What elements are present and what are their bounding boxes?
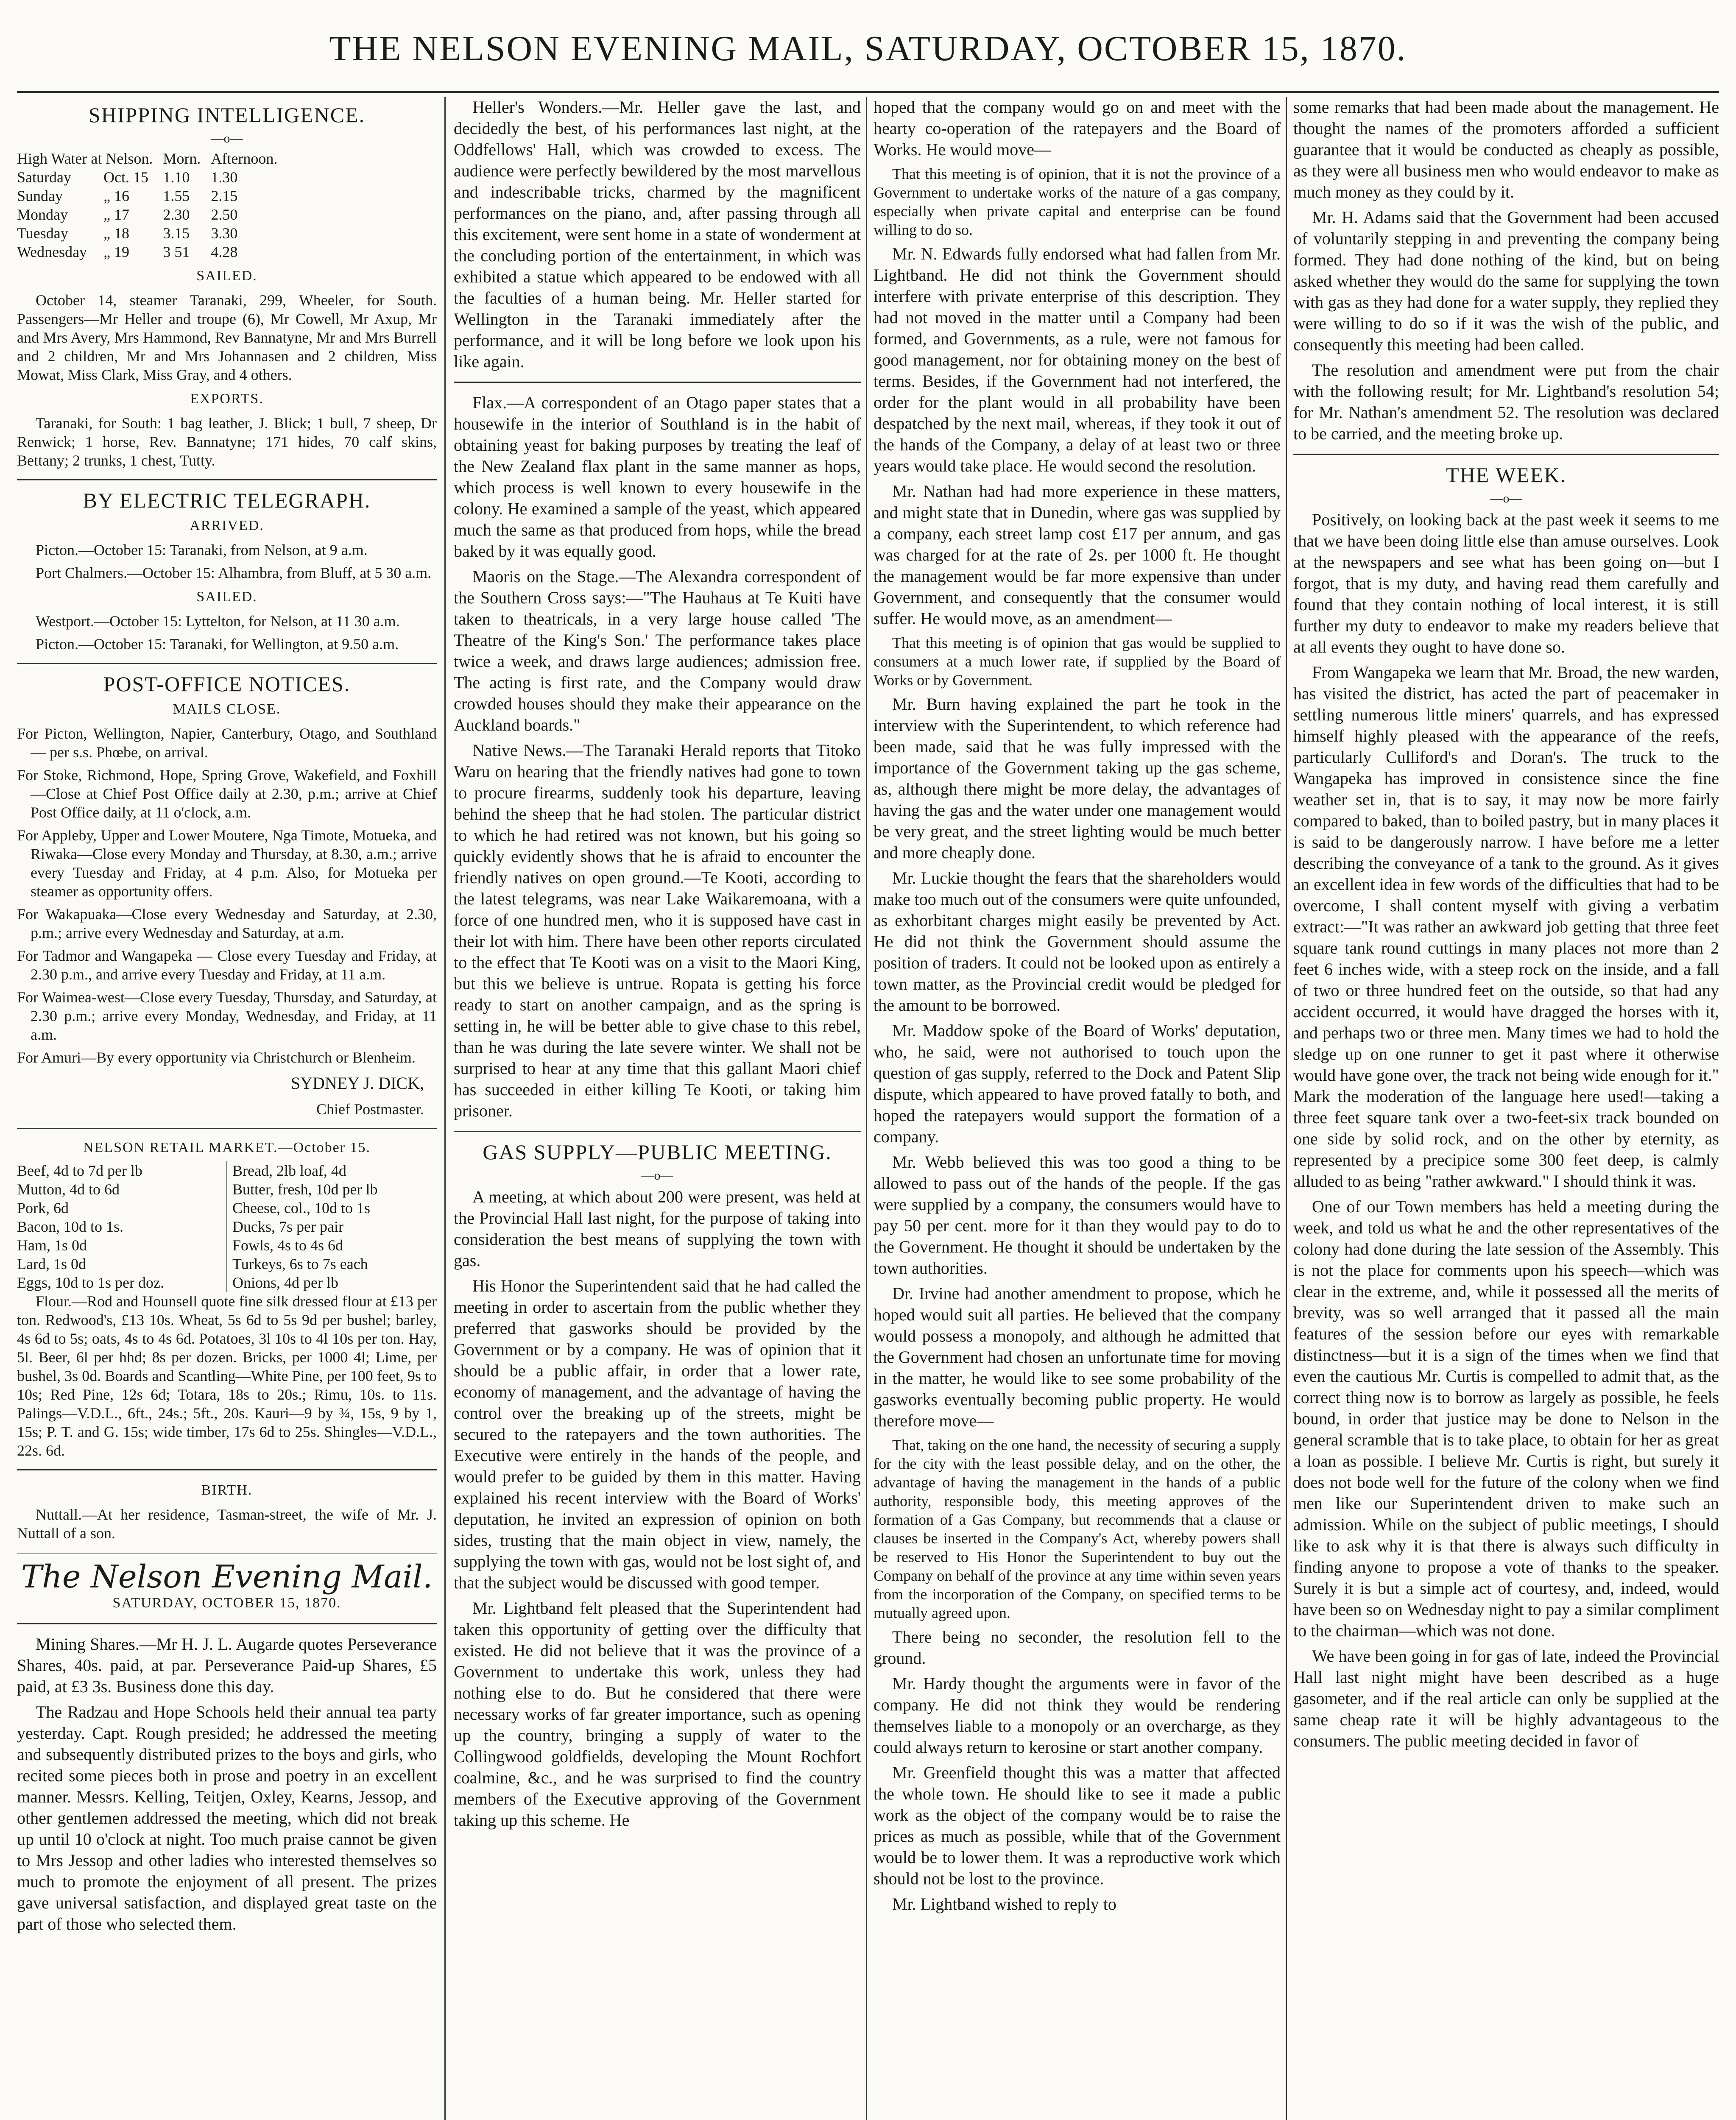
market-row <box>17 1273 437 1292</box>
mail-notice: For Appleby, Upper and Lower Moutere, Nga Timote, Motueka, and Riwaka—Close every Monday and Thursday, at 8.30, a.m.; arrive every Tuesday and Friday, at 4 p.m. Also, for Motueka per steamer as opportunity offers. <box>17 827 437 900</box>
gas-paragraph: A meeting, at which about 200 were present, was held at the Provincial Hall last night, for the purpose of taking into consideration the best means of supplying the town with gas. <box>454 1187 861 1270</box>
market-row <box>17 1180 437 1199</box>
market-item: Onions, 4d per lb <box>227 1273 437 1292</box>
gas-paragraph: Mr. Hardy thought the arguments were in favor of the company. He did not think they would be rendering themselves liable to a monopoly or an overcharge, as they could always return to kerosine or start another company. <box>874 1674 1281 1757</box>
market-row <box>17 1161 437 1180</box>
ornament: —o— <box>211 131 243 145</box>
tide-date: „ 18 <box>103 225 130 242</box>
tide-day: Monday <box>17 206 68 223</box>
birth-heading: BIRTH. <box>201 1482 253 1498</box>
market-item: Butter, fresh, 10d per lb <box>227 1180 437 1199</box>
arrived-subhead: ARRIVED. <box>190 518 264 533</box>
tide-morn: 3 51 <box>163 243 190 260</box>
market-item: Ducks, 7s per pair <box>227 1217 437 1236</box>
motion-text: That, taking on the one hand, the necessity of securing a supply for the city with the least possible delay, and on the other, the advantage of having the management in the hands of a public authority, responsible body, this meeting approves of the formation of a Gas Company, but recommends that a clause or clauses be inserted in the Company's Act, whereby powers shall be reserved to His Honor the Superintendent to buy out the Company on behalf of the province at any time within seven years from the incorporation of the Company, on specified terms to be mutually agreed upon. <box>874 1437 1281 1621</box>
section-rule <box>1293 454 1719 455</box>
sailed-subhead: SAILED. <box>196 589 257 605</box>
tide-date: „ 19 <box>103 243 130 260</box>
tide-morn: 1.55 <box>163 187 190 204</box>
sailed-text: October 14, steamer Taranaki, 299, Wheeler, for South. Passengers—Mr Heller and troupe (6), Mr Cowell, Mr Axup, Mr and Mrs Avery, Mrs Hammond, Rev Bannatyne, Mr and Mrs Burrell and 2 children, Mr and Mrs Johannasen and 2 children, Miss Mowat, Miss Clark, Miss Gray, and 4 others. <box>17 292 437 383</box>
tide-morn: 2.30 <box>163 206 190 223</box>
gas-paragraph: Mr. H. Adams said that the Government had been accused of voluntarily stepping in and preventing the company being formed. They had done nothing of the kind, but on being asked whether they would do the same for supplying the town with gas as they had done for a water supply, they replied they were willing to do so if it was the wish of the public, and consequently this meeting had been called. <box>1293 208 1719 354</box>
section-rule <box>454 1131 861 1132</box>
tide-table-header <box>17 149 287 168</box>
mail-notice: For Tadmor and Wangapeka — Close every Tuesday and Friday, at 2.30 p.m., and arrive every Tuesday and Friday, at 11 a.m. <box>17 947 437 983</box>
arrived-item: Port Chalmers.—October 15: Alhambra, from Bluff, at 5 30 a.m. <box>36 564 432 581</box>
column-3 <box>874 97 1281 2120</box>
exports-subhead: EXPORTS. <box>190 391 264 407</box>
gas-paragraph: The resolution and amendment were put from the chair with the following result; for Mr. Lightband's resolution 54; for Mr. Nathan's amendment 52. The resolution was declared to be carried, and the meeting broke up. <box>1293 360 1719 443</box>
sailed-item: Westport.—October 15: Lyttelton, for Nelson, at 11 30 a.m. <box>36 613 400 630</box>
column-4 <box>1293 97 1719 2120</box>
market-item: Lard, 1s 0d <box>17 1255 86 1272</box>
section-rule <box>17 1128 437 1129</box>
section-rule <box>17 479 437 480</box>
column-1 <box>17 97 437 2120</box>
hellers-wonders-item: Heller's Wonders.—Mr. Heller gave the last, and decidedly the best, of his performances last night, at the Oddfellows' Hall, which was crowded to excess. The audience were perfectly bewildered by the most marvellous and indescribable tricks, charmed by the magnificent performances on the piano, and, after passing through all this excitement, were sent home in a state of wonderment at the concluding portion of the entertainment, in which was exhibited a statue which appeared to be endowed with all the faculties of a human being. Mr. Heller started for Wellington in the Taranaki immediately after the performance, and it will be long before we look upon his like again. <box>454 98 861 371</box>
market-item: Mutton, 4d to 6d <box>17 1181 120 1198</box>
market-item: Pork, 6d <box>17 1199 69 1216</box>
tide-row <box>17 224 287 243</box>
tide-afternoon: 3.30 <box>211 225 238 242</box>
tide-date: „ 16 <box>103 187 130 204</box>
tide-afternoon: 2.50 <box>211 206 238 223</box>
week-paragraph: From Wangapeka we learn that Mr. Broad, the new warden, has visited the district, has acted the part of peacemaker in settling numerous little miners' quarrels, and has expressed himself highly pleased with the appearance of the reefs, particularly Culliford's and Doran's. The truck to the Wangapeka has improved in consistence since the fine weather set in, that is to say, it may now be more fairly compared to baked, than to boiled pastry, but in many places it is said to be dangerously narrow. I have before me a letter describing the conveyance of a tank to the ground. As it gives an excellent idea in few words of the difficulties that had to be overcome, I shall content myself with giving a verbatim extract:—"It was rather an awkward job getting that three feet square tank round cuttings in many places not more than 2 feet 6 inches wide, with a steep rock on the inside, and a fall of two or three hundred feet on the outside, so that had any accident occurred, it would have dragged the horses with it, and perhaps two or three men. Many times we had to hold the sledge up on one runner to get it past where it otherwise would have gone over, the track not being wide enough for it." Mark the moderation of the language here used!—taking a three feet square tank over a two-feet-six track bounded on one side by solid rock, and on the other by eternity, as represented by a precipice some 300 feet deep, is calmly alluded to as being "rather awkward." I should think it was. <box>1293 663 1719 1191</box>
market-item: Beef, 4d to 7d per lb <box>17 1162 142 1179</box>
schools-item: The Radzau and Hope Schools held their annual tea party yesterday. Capt. Rough presided; he addressed the meeting and subsequently distributed prizes to the boys and girls, who recited some pieces both in prose and poetry in an excellent manner. Messrs. Kelling, Teitjen, Oxley, Kearns, Jessop, and other gentlemen addressed the meeting, which did not break up until 10 o'clock at night. Too much praise cannot be given to Mrs Jessop and other ladies who interested themselves so much to promote the enjoyment of all present. The prizes gave universal satisfaction, and displayed great taste on the part of those who selected them. <box>17 1702 437 1933</box>
tide-date: Oct. 15 <box>103 169 149 186</box>
market-item: Bread, 2lb loaf, 4d <box>227 1161 437 1180</box>
native-news-item: Native News.—The Taranaki Herald reports that Titoko Waru on hearing that the friendly natives had gone to town to procure firearms, suddenly took his departure, leaving behind the sheep that he had stolen. The particular district to which he had retired was not known, but his going so quickly evidently shows that he is afraid to encounter the friendly natives on open ground.—Te Kooti, according to the latest telegrams, was near Lake Waikaremoana, with a force of one hundred men, who it is supposed have cast in their lot with him. There have been other reports circulated to the effect that Te Kooti was on a visit to the Maori King, but this we believe is untrue. Ropata is getting his force ready to start on another campaign, and as the spring is setting in, he will be better able to give chase to this rebel, than he was during the late severe winter. We shall not be surprised to hear at any time that this gallant Maori chief has succeeded in either killing Te Kooti, or taking him prisoner. <box>454 741 861 1120</box>
section-rule <box>17 1623 437 1624</box>
tide-afternoon: 2.15 <box>211 187 238 204</box>
tide-row <box>17 187 287 205</box>
tide-day: Wednesday <box>17 243 87 260</box>
signature-name: SYDNEY J. DICK, <box>290 1074 424 1093</box>
the-week-heading: THE WEEK. <box>1446 463 1566 487</box>
tide-afternoon: 4.28 <box>211 243 238 260</box>
masthead-rule <box>17 91 1719 93</box>
market-item: Ham, 1s 0d <box>17 1237 87 1254</box>
mail-notice: For Picton, Wellington, Napier, Canterbury, Otago, and Southland — per s.s. Phœbe, on arrival. <box>17 725 437 761</box>
market-item: Cheese, col., 10d to 1s <box>227 1199 437 1217</box>
week-paragraph: Positively, on looking back at the past week it seems to me that we have been doing little else than amuse ourselves. Look at the newspapers and see what has been going on—but I forgot, that is my duty, and having read them carefully and found that they contain nothing of local interest, it is still further my duty to endeavor to make my readers believe that at all events they ought to have done so. <box>1293 510 1719 656</box>
telegraph-heading: BY ELECTRIC TELEGRAPH. <box>83 488 371 512</box>
column-rule <box>444 97 446 2120</box>
section-rule <box>17 1554 437 1555</box>
market-heading: NELSON RETAIL MARKET.—October 15. <box>83 1140 371 1155</box>
signature-title: Chief Postmaster. <box>316 1101 424 1118</box>
mails-close-subhead: MAILS CLOSE. <box>173 701 281 717</box>
masthead: THE NELSON EVENING MAIL, SATURDAY, OCTOBER 15, 1870. <box>329 29 1407 68</box>
paper-date: SATURDAY, OCTOBER 15, 1870. <box>112 1595 341 1611</box>
motion-text: That this meeting is of opinion that gas would be supplied to consumers at a much lower rate, if supplied by the Board of Works or by Government. <box>874 634 1281 689</box>
tide-day: Saturday <box>17 169 71 186</box>
market-row <box>17 1199 437 1217</box>
arrived-item: Picton.—October 15: Taranaki, from Nelson, at 9 a.m. <box>36 541 368 558</box>
market-item: Turkeys, 6s to 7s each <box>227 1255 437 1273</box>
column-rule <box>866 97 867 2120</box>
ornament: —o— <box>1490 491 1522 505</box>
market-table <box>17 1161 437 1292</box>
gas-paragraph: Mr. Maddow spoke of the Board of Works' deputation, who, he said, were not authorised to touch upon the question of gas supply, referred to the Dock and Patent Slip dispute, which appeared to have proved fatally to both, and hoped the ratepayers would support the formation of a company. <box>874 1021 1281 1146</box>
week-paragraph: We have been going in for gas of late, indeed the Provincial Hall last night might have been described as a huge gasometer, and if the real article can only be supplied at the same cheap rate it will be highly advantageous to the consumers. The public meeting decided in favor of <box>1293 1646 1719 1750</box>
week-paragraph: One of our Town members has held a meeting during the week, and told us what he and the other representatives of the colony had done during the late session of the Assembly. This is not the place for comments upon his speech—which was clear in the extreme, and, while it possessed all the merits of brevity, was so well arranged that it passed all the main features of the session before our eyes with remarkable distinctness—but it is a sign of the times when we find that even the cautious Mr. Curtis is compelled to admit that, as the correct thing now is to borrow as largely as possible, he feels bound, in order that justice may be done to Nelson in the general scramble that is to take place, to obtain for her as great a loan as possible. I believe Mr. Curtis is right, but surely it does not bode well for the future of the colony when we find men like our Superintendent driven to make such an admission. While on the subject of public meetings, I should like to ask why it is that there is always such difficulty in finding anyone to propose a vote of thanks to the speaker. Surely it is but a simple act of courtesy, and, indeed, would have been so on Wednesday night to pay a similar compliment to the chairman—which was not done. <box>1293 1197 1719 1640</box>
paper-title: The Nelson Evening Mail. <box>21 1559 433 1595</box>
gas-paragraph: Mr. Luckie thought the fears that the shareholders would make too much out of the consumers were quite unfounded, as exhorbitant charges might easily be prevented by Act. He did not think the Government should assume the position of traders. It could not be looked upon as entirely a town matter, as the Provincial credit would be pledged for the amount to be borrowed. <box>874 868 1281 1015</box>
motion-text: That this meeting is of opinion, that it is not the province of a Government to undertake works of the nature of a gas company, especially when private capital and enterprise can be found willing to do so. <box>874 165 1281 238</box>
section-rule <box>454 382 861 383</box>
tide-morn: 3.15 <box>163 225 190 242</box>
gas-paragraph: His Honor the Superintendent said that he had called the meeting in order to ascertain from the public whether they preferred that gasworks should be provided by the Government or by a company. He was of opinion that it should be a public affair, in order that a lower rate, economy of management, and the advantage of having the control over the breaking up of the streets, might be secured to the ratepayers and the town authorities. The Executive were entirely in the hands of the people, and would prefer to be guided by them in this matter. Having explained his recent interview with the Board of Works' deputation, he invited an expression of opinion on both sides, trusting that the main object in view, namely, the supplying the town with gas, would not be lost sight of, and that the subject would be discussed with good temper. <box>454 1276 861 1592</box>
tide-row <box>17 205 287 224</box>
sailed-subhead: SAILED. <box>196 268 257 284</box>
shipping-heading: SHIPPING INTELLIGENCE. <box>88 103 366 127</box>
tide-date: „ 17 <box>103 206 130 223</box>
maoris-stage-item: Maoris on the Stage.—The Alexandra correspondent of the Southern Cross says:—"The Hauhaus at Te Kuiti have taken to theatricals, in a very large house called 'The Theatre of the King's Son.' The performance takes place twice a week, and draws large audiences; admission free. The acting is first rate, and the Company would draw crowded houses should they make their appearance on the Auckland boards." <box>454 567 861 734</box>
tide-day: Tuesday <box>17 225 68 242</box>
tide-day: Sunday <box>17 187 63 204</box>
tide-row <box>17 168 287 187</box>
gas-paragraph: Mr. N. Edwards fully endorsed what had fallen from Mr. Lightband. He did not think the Government should interfere with private enterprise of this description. They had not moved in the matter until a Company had been formed, and Governments, as a rule, were not famous for good management, nor for obtaining money on the best of terms. Besides, if the Government had not interfered, the order for the plant would in all probability have been despatched by the next mail, whereas, if they took it out of the hands of the Company, a delay of at least two or three years would take place. He would second the resolution. <box>874 244 1281 475</box>
flax-item: Flax.—A correspondent of an Otago paper states that a housewife in the interior of Southland is in the habit of obtaining yeast for baking purposes by treating the leaf of the New Zealand flax plant in the same manner as hops, which process is well known to every housewife in the colony. He examined a sample of the yeast, which appeared much the same as that produced from hops, while the bread baked by it was equally good. <box>454 393 861 561</box>
post-office-heading: POST-OFFICE NOTICES. <box>103 672 351 696</box>
market-row <box>17 1236 437 1255</box>
ornament: —o— <box>641 1169 673 1183</box>
tide-header-afternoon: Afternoon. <box>211 150 278 167</box>
gas-paragraph: some remarks that had been made about the management. He thought the names of the promoters afforded a sufficient guarantee that it would be conducted as cheaply as possible, as they were all business men who would endeavor to make as much money as they could by it. <box>1293 98 1719 201</box>
gas-paragraph: Mr. Greenfield thought this was a matter that affected the whole town. He should like to see it made a public work as the object of the company would be to raise the prices as much as possible, while that of the Government would be to lower them. It was a reproductive work which should not be lost to the province. <box>874 1763 1281 1888</box>
mail-notice: For Waimea-west—Close every Tuesday, Thursday, and Saturday, at 2.30 p.m.; arrive every Monday, Wednesday, and Friday, at 11 a.m. <box>17 989 437 1043</box>
exports-text: Taranaki, for South: 1 bag leather, J. Blick; 1 bull, 7 sheep, Dr Renwick; 1 horse, Rev. Bannatyne; 171 hides, 70 calf skins, Bettany; 2 trunks, 1 chest, Tutty. <box>17 415 437 469</box>
tide-table <box>17 149 287 261</box>
market-item: Eggs, 10d to 1s per doz. <box>17 1274 164 1291</box>
market-row <box>17 1255 437 1273</box>
market-row <box>17 1217 437 1236</box>
column-rule <box>1286 97 1287 2120</box>
tide-morn: 1.10 <box>163 169 190 186</box>
birth-notice: Nuttall.—At her residence, Tasman-street, the wife of Mr. J. Nuttall of a son. <box>17 1506 437 1542</box>
gas-paragraph: There being no seconder, the resolution fell to the ground. <box>874 1627 1281 1668</box>
sailed-item: Picton.—October 15: Taranaki, for Wellington, at 9.50 a.m. <box>36 636 399 653</box>
mining-shares-item: Mining Shares.—Mr H. J. L. Augarde quotes Perseverance Shares, 40s. paid, at par. Perseverance Paid-up Shares, £5 paid, at £3 3s. Business done this day. <box>17 1635 437 1696</box>
gas-paragraph: Dr. Irvine had another amendment to propose, which he hoped would suit all parties. He believed that the company would possess a monopoly, and although he admitted that the Government had chosen an unfortunate time for moving in the matter, he would like to see some probability of the gasworks eventually becoming public property. He would therefore move— <box>874 1284 1281 1430</box>
market-item: Bacon, 10d to 1s. <box>17 1218 123 1235</box>
gas-meeting-heading: GAS SUPPLY—PUBLIC MEETING. <box>483 1140 832 1164</box>
gas-paragraph: Mr. Webb believed this was too good a thing to be allowed to pass out of the hands of the people. If the gas were supplied by a company, the consumers would have to pay 50 per cent. more for it than they would pay to do to the Government. He thought it should be undertaken by the town authorities. <box>874 1152 1281 1278</box>
gas-paragraph: Mr. Burn having explained the part he took in the interview with the Superintendent, to which reference had been made, said that he was fully impressed with the importance of the Government taking up the gas scheme, as, although there might be more delay, the advantages of having the gas and the water under one management would be very great, and the street lighting would be much better and more cheaply done. <box>874 695 1281 862</box>
tide-afternoon: 1.30 <box>211 169 238 186</box>
tide-header-morn: Morn. <box>163 150 201 167</box>
section-rule <box>17 1469 437 1470</box>
gas-paragraph: hoped that the company would go on and meet with the hearty co-operation of the ratepayers and the Board of Works. He would move— <box>874 98 1281 159</box>
tide-header-label: High Water at Nelson. <box>17 150 153 167</box>
column-2 <box>454 97 861 2120</box>
tide-row <box>17 243 287 261</box>
market-text: Flour.—Rod and Hounsell quote fine silk dressed flour at £13 per ton. Redwood's, £13 10s. Wheat, 5s 6d to 5s 9d per bushel; barley, 4s 6d to 5s; oats, 4s to 4s 6d. Potatoes, 3l 10s to 4l 10s per ton. Hay, 5l. Beer, 6l per hhd; 8s per dozen. Bricks, per 1000 4l; Lime, per bushel, 3s 0d. Boards and Scantling—White Pine, per 100 feet, 9s to 10s; Red Pine, 12s 6d; Totara, 18s to 20s.; Rimu, 10s. to 11s. Palings—V.D.L., 6ft., 24s.; 5ft., 20s. Kauri—9 by ¾, 15s, 9 by 1, 15s; P. T. and G. 15s; wide timber, 17s 6d to 25s. Shingles—V.D.L., 22s. 6d. <box>17 1293 437 1459</box>
gas-paragraph: Mr. Lightband felt pleased that the Superintendent had taken this opportunity of getting over the difficulty that existed. He did not believe that it was the province of a Government to undertake this work, unless they had nothing else to do. But he considered that there were necessary works of far greater importance, such as opening up the country, bringing a supply of water to the Collingwood goldfields, developing the Mount Rochfort coalmine, &c., and he was surprised to find the country members of the Executive approving of the Government taking up this scheme. He <box>454 1598 861 1830</box>
mail-notice: For Stoke, Richmond, Hope, Spring Grove, Wakefield, and Foxhill—Close at Chief Post Office daily at 2.30, p.m.; arrive at Chief Post Office daily, at 11 o'clock, a.m. <box>17 767 437 821</box>
retail-market <box>17 1138 437 1460</box>
gas-paragraph: Mr. Lightband wished to reply to <box>892 1894 1116 1914</box>
gas-paragraph: Mr. Nathan had had more experience in these matters, and might state that in Dunedin, where gas was supplied by a company, each street lamp cost £17 per annum, and gas was charged for at the rate of 2s. per 1000 ft. He thought the management would be far more expensive than under Government, and consequently that the consumer would suffer. He would move, as an amendment— <box>874 482 1281 628</box>
section-rule <box>17 663 437 664</box>
market-item: Fowls, 4s to 4s 6d <box>227 1236 437 1255</box>
mail-notice: For Amuri—By every opportunity via Christchurch or Blenheim. <box>17 1049 416 1066</box>
mail-notice: For Wakapuaka—Close every Wednesday and Saturday, at 2.30, p.m.; arrive every Wednesday and Saturday, at a.m. <box>17 906 437 941</box>
